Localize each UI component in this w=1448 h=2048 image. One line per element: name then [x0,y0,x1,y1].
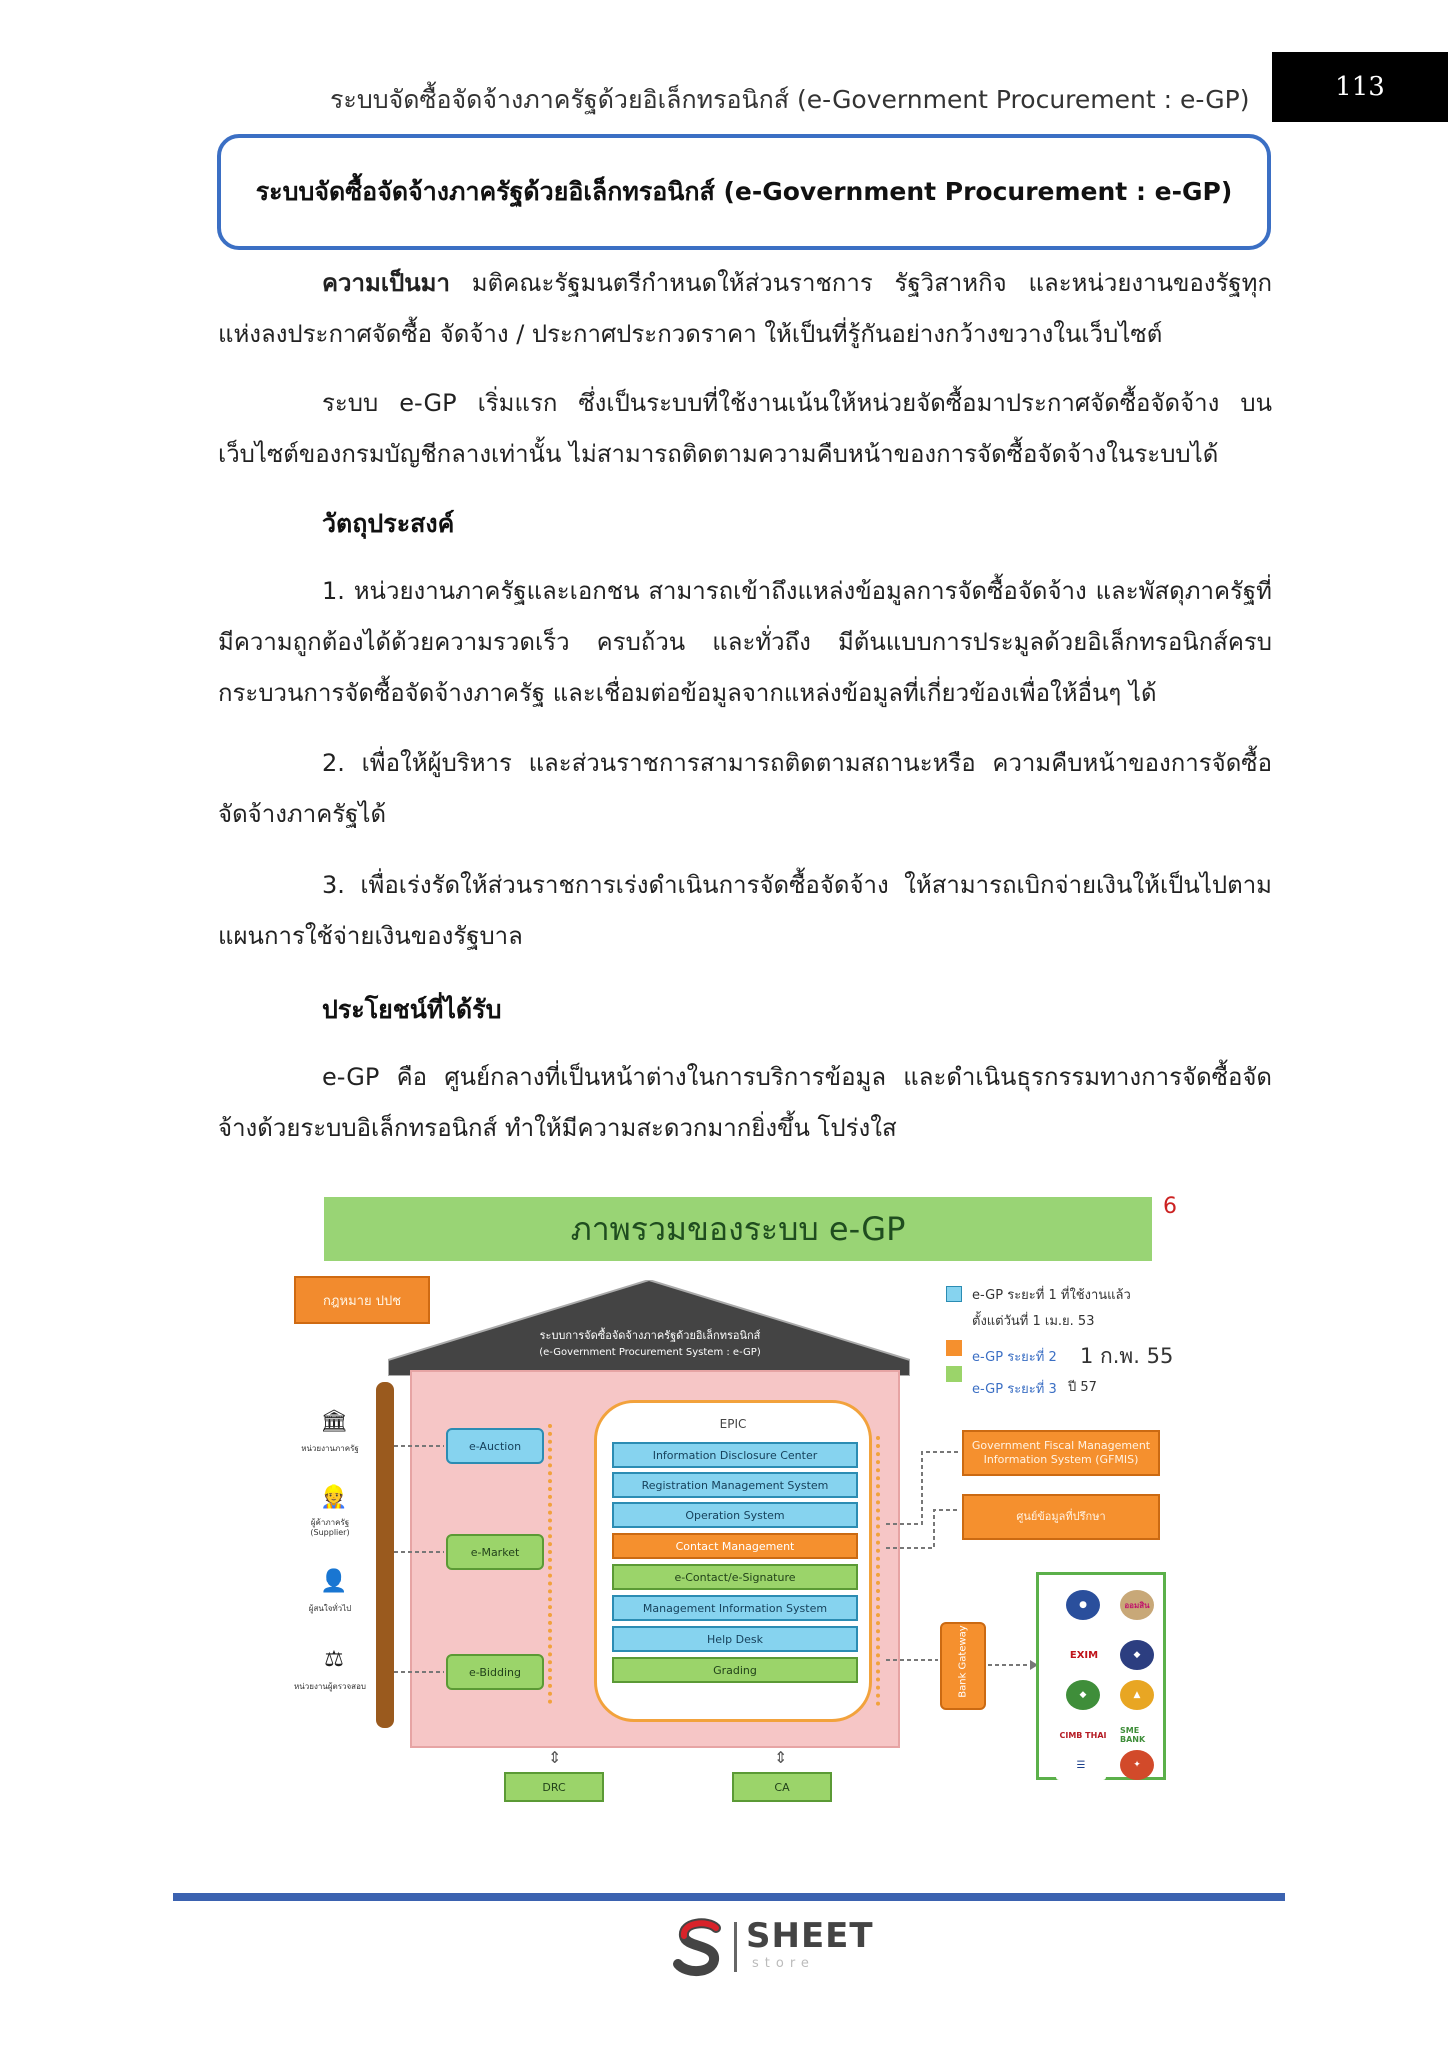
epic-item-information-disclosure: Information Disclosure Center [612,1442,858,1468]
objective-1 [218,566,1272,719]
module-e-market: e-Market [446,1534,544,1570]
public-user-icon: 👤 [320,1569,348,1594]
benefits-paragraph [218,1052,1272,1154]
background-paragraph [218,258,1272,360]
ca-arrow-icon: ⇕ [774,1748,788,1767]
benefits-heading: ประโยชน์ที่ได้รับ [322,995,502,1024]
supplier-icon: 👷 [320,1485,348,1510]
auditor-scale-icon: ⚖ [324,1647,344,1672]
bank-logo-7: ☰ [1056,1750,1106,1780]
bank-name-exim: EXIM [1069,1649,1099,1661]
brand-sub: store [752,1956,815,1971]
roof-subtitle: (e-Government Procurement System : e-GP) [539,1347,761,1358]
actor-label-public: ผู้สนใจทั่วไป [308,1604,352,1613]
government-agency-icon: 🏛 [320,1409,348,1434]
epic-item-grading: Grading [612,1657,858,1683]
bank-logo-8: ✦ [1120,1750,1154,1780]
legend-swatch-phase1 [946,1286,962,1302]
epic-item-operation: Operation System [612,1502,858,1528]
actor-label-government: หน่วยงานภาครัฐ [301,1444,359,1453]
running-header: ระบบจัดซื้อจัดจ้างภาครัฐด้วยอิเล็กทรอนิกส์ (e-Government Procurement : e-GP) [330,85,1250,114]
benefits-text: e-GP คือ ศูนย์กลางที่เป็นหน้าต่างในการบริการข้อมูล และดำเนินธุรกรรมทางการจัดซื้อจัดจ้างด้วยระบบอิเล็กทรอนิกส์ ทำให้มีความสะดวกมากยิ่งขึ้น โปร่งใส [218,1063,1272,1142]
logo-separator [734,1922,737,1972]
bank-logo-3: ◆ [1120,1640,1154,1670]
epic-item-contact-management: Contact Management [612,1533,858,1559]
page-number: 113 [1272,52,1448,122]
bank-logo-4: ◆ [1066,1680,1100,1710]
epic-item-e-contact: e-Contact/e-Signature [612,1564,858,1590]
drc-arrow-icon: ⇕ [548,1748,562,1767]
roof-title: ระบบการจัดซื้อจัดจ้างภาครัฐด้วยอิเล็กทรอนิกส์ [539,1329,761,1342]
gateway-arrow [986,1650,1038,1680]
actor-label-auditor: หน่วยงานผู้ตรวจสอบ [294,1682,366,1691]
egp-intro-paragraph [218,378,1272,480]
page-title: ระบบจัดซื้อจัดจ้างภาครัฐด้วยอิเล็กทรอนิกส์ (e-Government Procurement : e-GP) [217,134,1271,250]
objective-2-text: 2. เพื่อให้ผู้บริหาร และส่วนราชการสามารถติดตามสถานะหรือ ความคืบหน้าของการจัดซื้อจัดจ้างภาครัฐได้ [218,749,1272,828]
background-label: ความเป็นมา [322,269,450,297]
epic-item-help-desk: Help Desk [612,1626,858,1652]
bank-logo-gsb [1120,1590,1154,1620]
drc-box: DRC [504,1772,604,1802]
external-gfmis: Government Fiscal Management Information System (GFMIS) [962,1430,1160,1476]
external-info-center: ศูนย์ข้อมูลที่ปรึกษา [962,1494,1160,1540]
bank-logo-sme [1120,1720,1154,1750]
module-arrows [394,1420,448,1700]
ca-box: CA [732,1772,832,1802]
actor-chain [376,1382,394,1728]
legend-phase3: e-GP ระยะที่ 3 [972,1382,1057,1397]
connector-dots-right [876,1436,880,1706]
law-box: กฎหมาย ปปช [294,1276,430,1324]
legend-swatch-phase2 [946,1340,962,1356]
legend-phase2: e-GP ระยะที่ 2 [972,1350,1057,1365]
diagram-banner: ภาพรวมของระบบ e-GP [324,1197,1152,1261]
brand-name: SHEET [746,1916,874,1956]
epic-label: EPIC [719,1417,747,1431]
actor-label-supplier-en: (Supplier) [310,1528,350,1537]
objective-3-text: 3. เพื่อเร่งรัดให้ส่วนราชการเร่งดำเนินการจัดซื้อจัดจ้าง ให้สามารถเบิกจ่ายเงินให้เป็นไปตามแผนการใช้จ่ายเงินของรัฐบาล [218,871,1272,950]
legend-swatch-phase3 [946,1366,962,1382]
objective-2 [218,738,1272,840]
epic-item-registration: Registration Management System [612,1472,858,1498]
legend-phase1: e-GP ระยะที่ 1 ที่ใช้งานแล้ว [972,1288,1131,1303]
legend-phase1-date: ตั้งแต่วันที่ 1 เม.ย. 53 [972,1314,1095,1329]
legend-phase3-date: ปี 57 [1068,1380,1097,1395]
bank-logo-5: ▲ [1120,1680,1154,1710]
module-e-bidding: e-Bidding [446,1654,544,1690]
module-e-auction: e-Auction [446,1428,544,1464]
legend-phase2-date: 1 ก.พ. 55 [1080,1344,1174,1368]
bank-logo-exim [1062,1640,1106,1670]
sheet-store-logo-icon [672,1918,728,1978]
bank-logo-cimb [1052,1720,1114,1750]
background-text: มติคณะรัฐมนตรีกำหนดให้ส่วนราชการ รัฐวิสาหกิจ และหน่วยงานของรัฐทุกแห่งลงประกาศจัดซื้อ จัดจ้าง / ประกาศประกวดราคา ให้เป็นที่รู้กันอย่างกว้างขวางในเว็บไซต์ [218,269,1272,348]
bank-name-gsb: ออมสิน [1124,1600,1150,1610]
bank-name-cimb: CIMB THAI [1059,1730,1107,1740]
objective-3 [218,860,1272,962]
bank-logo-1: ● [1066,1590,1100,1620]
connector-dots-left [548,1424,552,1704]
slide-number: 6 [1163,1194,1177,1219]
bank-gateway-label: Bank Gateway [957,1625,969,1698]
actor-label-supplier: ผู้ค้าภาครัฐ [310,1518,350,1527]
objective-1-text: 1. หน่วยงานภาครัฐและเอกชน สามารถเข้าถึงแหล่งข้อมูลการจัดซื้อจัดจ้าง และพัสดุภาครัฐที่มีความถูกต้องได้ด้วยความรวดเร็ว ครบถ้วน และทั่วถึง มีต้นแบบการประมูลด้วยอิเล็กทรอนิกส์ครบกระบวนการจัดซื้อจัดจ้างภาครัฐ และเชื่อมต่อข้อมูลจากแหล่งข้อมูลที่เกี่ยวข้องเพื่อให้อื่นๆ ได้ [218,577,1272,707]
footer-rule [173,1893,1285,1901]
objectives-heading: วัตถุประสงค์ [322,509,455,538]
bank-name-sme: SME BANK [1120,1726,1146,1744]
epic-item-mis: Management Information System [612,1595,858,1621]
egp-intro-text: ระบบ e-GP เริ่มแรก ซึ่งเป็นระบบที่ใช้งานเน้นให้หน่วยจัดซื้อมาประกาศจัดซื้อจัดจ้าง บนเว็บไซต์ของกรมบัญชีกลางเท่านั้น ไม่สามารถติดตามความคืบหน้าของการจัดซื้อจัดจ้างในระบบได้ [218,389,1272,468]
